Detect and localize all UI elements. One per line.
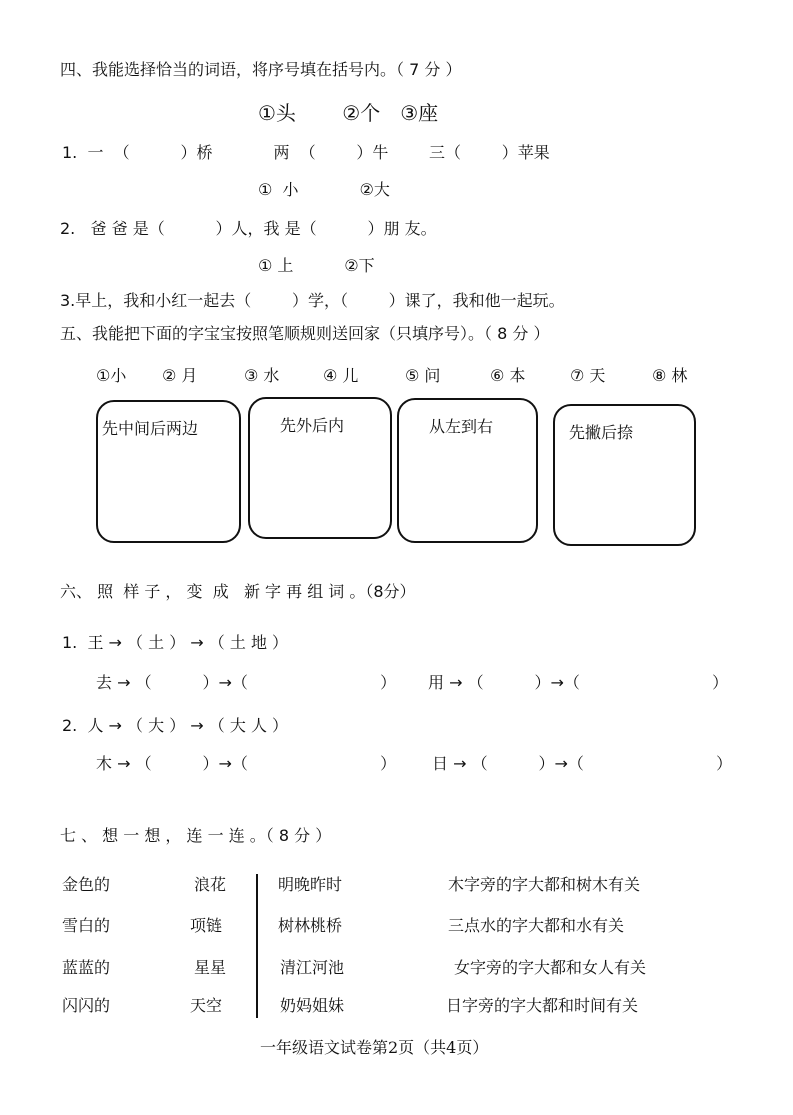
section4-options-c: ① 上 ②下	[258, 256, 375, 275]
match-item: 女字旁的字大都和女人有关	[454, 958, 647, 977]
match-item: 树林桃桥	[278, 916, 343, 935]
section4-question-1: 1. 一 （ ）桥 两 （ ）牛 三（ ）苹果	[62, 143, 550, 162]
char-item: ⑤ 问	[405, 366, 441, 385]
char-item: ①小	[96, 366, 127, 385]
section6-row-ri: 日 → （ ）→（ ）	[432, 754, 733, 773]
answer-box-label: 从左到右	[429, 417, 494, 436]
match-item: 三点水的字大都和水有关	[448, 916, 625, 935]
char-item: ⑥ 本	[490, 366, 526, 385]
match-item: 项链	[190, 916, 223, 935]
answer-box-middle-first[interactable]	[96, 400, 241, 543]
page-footer: 一年级语文试卷第2页（共4页）	[260, 1038, 489, 1057]
section6-example-1: 1. 王 → （ 土 ） → （ 土 地 ）	[62, 633, 289, 652]
match-item: 天空	[190, 996, 223, 1015]
answer-box-left-to-right[interactable]	[397, 398, 538, 543]
answer-box-label: 先外后内	[280, 416, 345, 435]
section6-row-qu: 去 → （ ）→（ ）	[96, 673, 397, 692]
section4-heading: 四、我能选择恰当的词语，将序号填在括号内。（ 7 分 ）	[60, 60, 462, 79]
char-item: ③ 水	[244, 366, 280, 385]
section4-question-3: 3.早上，我和小红一起去（ ）学，（ ）课了，我和他一起玩。	[60, 291, 565, 310]
match-item: 蓝蓝的	[62, 958, 111, 977]
char-item: ② 月	[162, 366, 198, 385]
match-item: 闪闪的	[62, 996, 111, 1015]
section6-row-yong: 用 → （ ）→（ ）	[428, 673, 729, 692]
answer-box-label: 先撇后捺	[569, 423, 634, 442]
char-item: ④ 儿	[323, 366, 359, 385]
column-divider	[256, 874, 258, 1018]
section6-heading: 六、 照 样 子 ， 变 成 新 字 再 组 词 。（8分）	[60, 582, 416, 601]
match-item: 奶妈姐妹	[280, 996, 345, 1015]
section5-heading: 五、我能把下面的字宝宝按照笔顺规则送回家（只填序号）。（ 8 分 ）	[60, 324, 550, 343]
section7-heading: 七 、 想 一 想 ， 连 一 连 。（ 8 分 ）	[60, 826, 332, 845]
match-item: 浪花	[194, 875, 227, 894]
match-item: 明晚昨时	[278, 875, 343, 894]
section6-example-2: 2. 人 → （ 大 ） → （ 大 人 ）	[62, 716, 289, 735]
char-item: ⑧ 林	[652, 366, 688, 385]
answer-box-outside-first[interactable]	[248, 397, 392, 539]
match-item: 清江河池	[280, 958, 345, 977]
match-item: 星星	[194, 958, 227, 977]
char-item: ⑦ 天	[570, 366, 606, 385]
answer-box-pie-first[interactable]	[553, 404, 696, 546]
match-item: 雪白的	[62, 916, 111, 935]
section4-question-2: 2. 爸 爸 是（ ）人，我 是（ ）朋 友。	[60, 219, 437, 238]
match-item: 金色的	[62, 875, 111, 894]
match-item: 木字旁的字大都和树木有关	[448, 875, 641, 894]
section4-options-b: ① 小 ②大	[258, 180, 390, 199]
section4-options-a: ①头 ②个 ③座	[258, 101, 439, 125]
answer-box-label: 先中间后两边	[102, 419, 199, 438]
section6-row-mu: 木 → （ ）→（ ）	[96, 754, 397, 773]
match-item: 日字旁的字大都和时间有关	[446, 996, 639, 1015]
